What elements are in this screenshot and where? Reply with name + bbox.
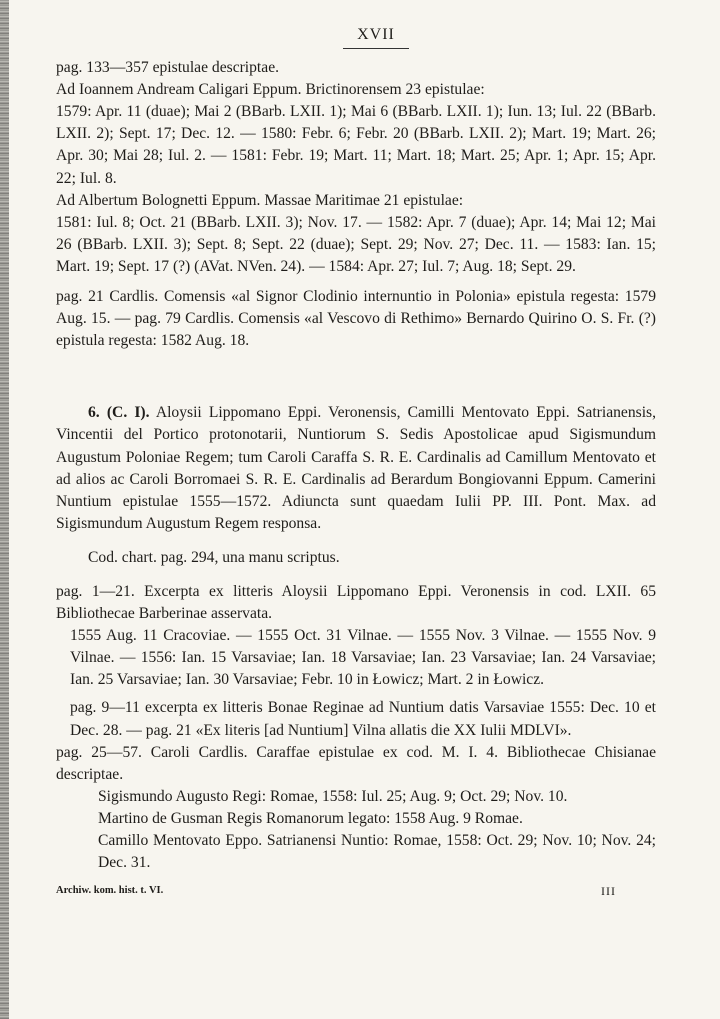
martino-paragraph: Martino de Gusman Regis Romanorum legato: 1558 Aug. 9 Romae. (98, 809, 523, 827)
page-header (96, 24, 656, 49)
codex-description: Cod. chart. pag. 294, una manu scriptus. (88, 548, 340, 566)
footer-signature: III (601, 884, 616, 899)
scan-edge (0, 0, 9, 1019)
pag25-paragraph: pag. 25—57. Caroli Cardlis. Caraffae epistulae ex cod. M. I. 4. Bibliothecae Chisianae descriptae. (56, 743, 656, 783)
section-number: 6. (88, 404, 100, 422)
pag-descriptae: pag. 133—357 epistulae descriptae. (56, 59, 280, 77)
section-siglum: (C. I). (106, 404, 150, 422)
document-page (56, 24, 656, 902)
dates1-paragraph: 1555 Aug. 11 Cracoviae. — 1555 Oct. 31 Vilnae. — 1555 Nov. 3 Vilnae. — 1555 Nov. 9 Vilnae. — 1556: Ian. 15 Varsaviae; Ian. 18 Varsaviae; Ian. 23 Varsaviae; Ian. 24 Varsaviae; Ian. 25 Varsaviae; Ian. 30 Varsaviae; Febr. 10 in Łowicz; Mart. 2 in Łowicz. (70, 627, 656, 689)
camillo-paragraph: Camillo Mentovato Eppo. Satrianensi Nuntio: Romae, 1558: Oct. 29; Nov. 10; Nov. 24; Dec. 31. (98, 832, 656, 872)
sigismundo-paragraph: Sigismundo Augusto Regi: Romae, 1558: Iul. 25; Aug. 9; Oct. 29; Nov. 10. (98, 787, 568, 805)
pag21-paragraph: pag. 21 Cardlis. Comensis «al Signor Clodinio internuntio in Polonia» epistula regesta: 1579 Aug. 15. — pag. 79 Cardlis. Comensis «al Vescovo di Rethimo» Bernardo Quirino O. S. Fr. (?) epistula regesta: 1582 Aug. 18. (56, 288, 656, 350)
caligari-dates: 1579: Apr. 11 (duae); Mai 2 (BBarb. LXII. 1); Mai 6 (BBarb. LXII. 1); Iun. 13; Iul. 22 (BBarb. LXII. 2); Sept. 17; Dec. 12. — 1580: Febr. 6; Febr. 20 (BBarb. LXII. 2); Mart. 19; Mart. 26; Apr. 30; Mai 28; Iul. 2. — 1581: Febr. 19; Mart. 11; Mart. 18; Mart. 25; Apr. 1; Apr. 15; Apr. 22; Iul. 8. (56, 103, 656, 187)
footer-source: Archiw. kom. hist. t. VI. (56, 885, 164, 897)
page-number: XVII (343, 24, 409, 49)
bolognetti-dates: 1581: Iul. 8; Oct. 21 (BBarb. LXII. 3); Nov. 17. — 1582: Apr. 7 (duae); Apr. 14; Mai 12; Mai 26 (BBarb. LXII. 3); Sept. 8; Sept. 22 (duae); Sept. 29; Nov. 27; Dec. 11. — 1583: Ian. 15; Mart. 19; Sept. 17 (?) (AVat. NVen. 24). — 1584: Apr. 27; Iul. 7; Aug. 18; Sept. 29. (56, 213, 656, 275)
caligari-heading: Ad Ioannem Andream Caligari Eppum. Brictinorensem 23 epistulae: (56, 81, 485, 99)
bolognetti-heading: Ad Albertum Bolognetti Eppum. Massae Maritimae 21 epistulae: (56, 191, 464, 209)
page-footer (56, 880, 656, 902)
section-6-title (56, 402, 656, 535)
pag1-paragraph: pag. 1—21. Excerpta ex litteris Aloysii Lippomano Eppi. Veronensis in cod. LXII. 65 Bibliothecae Barberinae asservata. (56, 582, 656, 623)
pag9-paragraph: pag. 9—11 excerpta ex litteris Bonae Reginae ad Nuntium datis Varsaviae 1555: Dec. 10 et Dec. 28. — pag. 21 «Ex literis [ad Nuntium] Vilna allatis die XX Iulii MDLVI». (70, 699, 656, 739)
section-title-text: Aloysii Lippomano Eppi. Veronensis, Camilli Mentovato Eppi. Satrianensis, Vincentii del Portico protonotarii, Nuntiorum S. Sedis Apostolicae apud Sigismundum Augustum Poloniae Regem; tum Caroli Caraffa S. R. E. Cardinalis ad Camillum Mentovato et ad alios ac Caroli Borromaei S. R. E. Cardinalis ad Berardum Bongiovanni Eppum. Camerini Nuntium epistulae 1555—1572. Adiuncta sunt quaedam Iulii PP. III. Pont. Max. ad Sigismundum Augustum Regem responsa. (56, 404, 656, 532)
